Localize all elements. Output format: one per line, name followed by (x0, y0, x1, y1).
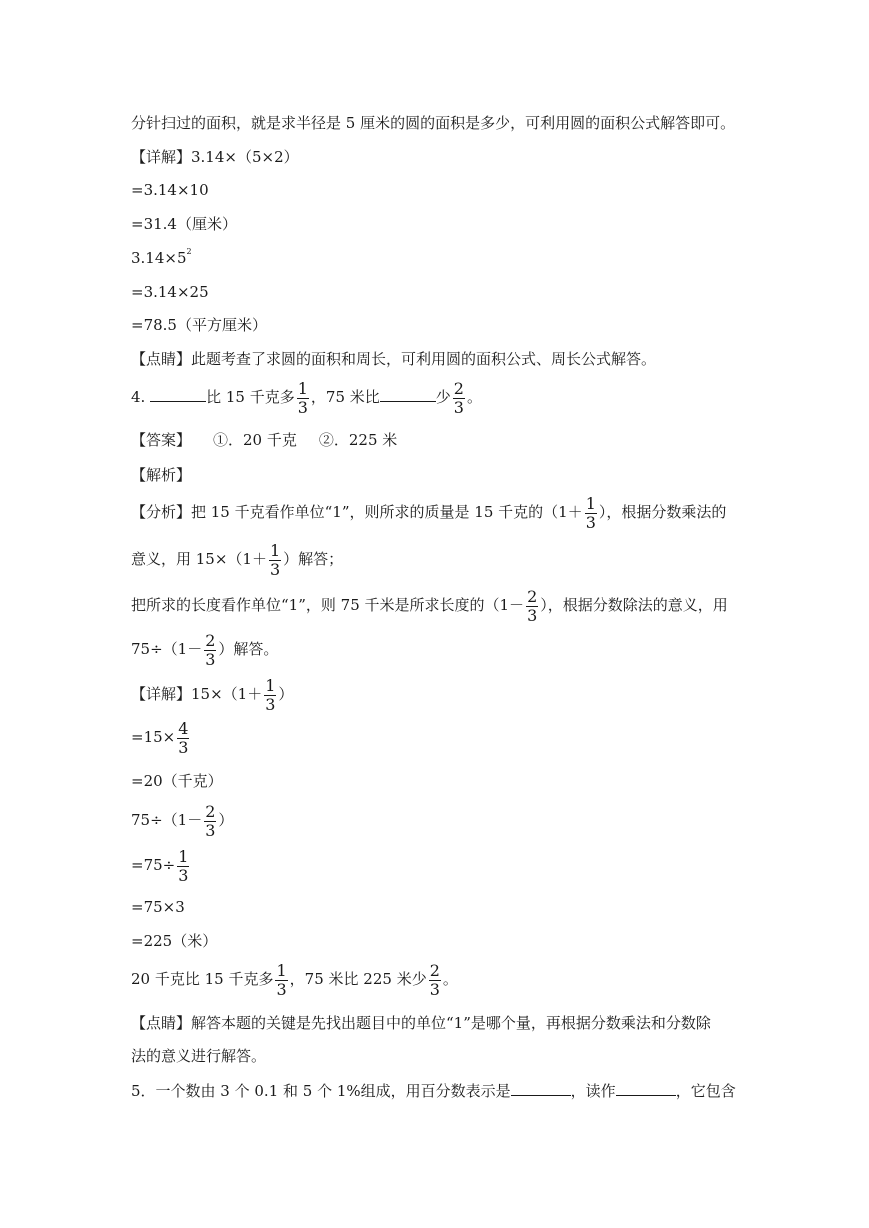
fraction: $\frac{1}{3}$ (276, 961, 287, 999)
answer-line: 【答案】 ①．20 千克 ②．225 米 (131, 431, 398, 449)
solution-line: =75÷ $\frac{1}{3}$ (131, 847, 189, 885)
fraction: $\frac{2}{3}$ (429, 961, 440, 999)
analysis-line: 把所求的长度看作单位“1”，则 75 千米是所求长度的（1－ $\frac{2}{3}$ ），根据分数除法的意义，用 (131, 587, 728, 625)
fraction: $\frac{1}{3}$ (178, 847, 189, 885)
solution-line: =225（米） (131, 932, 218, 950)
text-line: =31.4（厘米） (131, 215, 237, 233)
text-line: 分针扫过的面积，就是求半径是 5 厘米的圆的面积是多少，可利用圆的面积公式解答即可。 (131, 114, 736, 132)
text-line: =3.14×10 (131, 181, 209, 199)
fraction: $\frac{1}{3}$ (297, 379, 308, 417)
solution-line: =75×3 (131, 898, 185, 916)
solution-line: 【详解】15×（1＋ $\frac{1}{3}$ ） (131, 676, 294, 714)
text-line: $3.14\times 5^2$ (131, 247, 192, 267)
text-line: =3.14×25 (131, 283, 209, 301)
fraction: $\frac{1}{3}$ (585, 494, 596, 532)
question-4: 4. 比 15 千克多 $\frac{1}{3}$ ，75 米比 少 $\frac{2}{3}$ 。 (131, 379, 482, 417)
fraction: $\frac{2}{3}$ (527, 587, 538, 625)
fraction: $\frac{2}{3}$ (453, 379, 464, 417)
fraction: $\frac{1}{3}$ (265, 676, 276, 714)
analysis-line: 75÷（1－ $\frac{2}{3}$ ）解答。 (131, 631, 279, 669)
fraction: $\frac{4}{3}$ (178, 719, 189, 757)
conclusion-line: 20 千克比 15 千克多 $\frac{1}{3}$ ，75 米比 225 米少 $\frac{2}{3}$ 。 (131, 961, 458, 999)
text-line: 【详解】3.14×（5×2） (131, 148, 299, 166)
text-line: 【点睛】解答本题的关键是先找出题目中的单位“1”是哪个量，再根据分数乘法和分数除 (131, 1014, 711, 1032)
answer-blank (616, 1083, 676, 1096)
fraction: $\frac{2}{3}$ (205, 802, 216, 840)
exponent: 2 (186, 247, 192, 256)
solution-line: =15× $\frac{4}{3}$ (131, 719, 189, 757)
answer-blank (380, 389, 436, 402)
analysis-line: 【分析】把 15 千克看作单位“1”，则所求的质量是 15 千克的（1＋ $\frac{1}{3}$ ），根据分数乘法的 (131, 494, 727, 532)
section-heading: 【解析】 (131, 466, 192, 484)
analysis-line: 意义，用 15×（1＋ $\frac{1}{3}$ ）解答； (131, 541, 344, 579)
solution-line: =20（千克） (131, 772, 223, 790)
fraction: $\frac{2}{3}$ (205, 631, 216, 669)
text-line: =78.5（平方厘米） (131, 316, 267, 334)
solution-line: 75÷（1－ $\frac{2}{3}$ ） (131, 802, 234, 840)
text-line: 法的意义进行解答。 (131, 1047, 267, 1065)
text-line: 【点睛】此题考查了求圆的面积和周长，可利用圆的面积公式、周长公式解答。 (131, 350, 657, 368)
answer-blank (150, 389, 206, 402)
answer-blank (511, 1083, 571, 1096)
question-5: 5．一个数由 3 个 0.1 和 5 个 1%组成，用百分数表示是 ，读作 ，它包含 (131, 1082, 736, 1100)
fraction: $\frac{1}{3}$ (269, 541, 281, 579)
